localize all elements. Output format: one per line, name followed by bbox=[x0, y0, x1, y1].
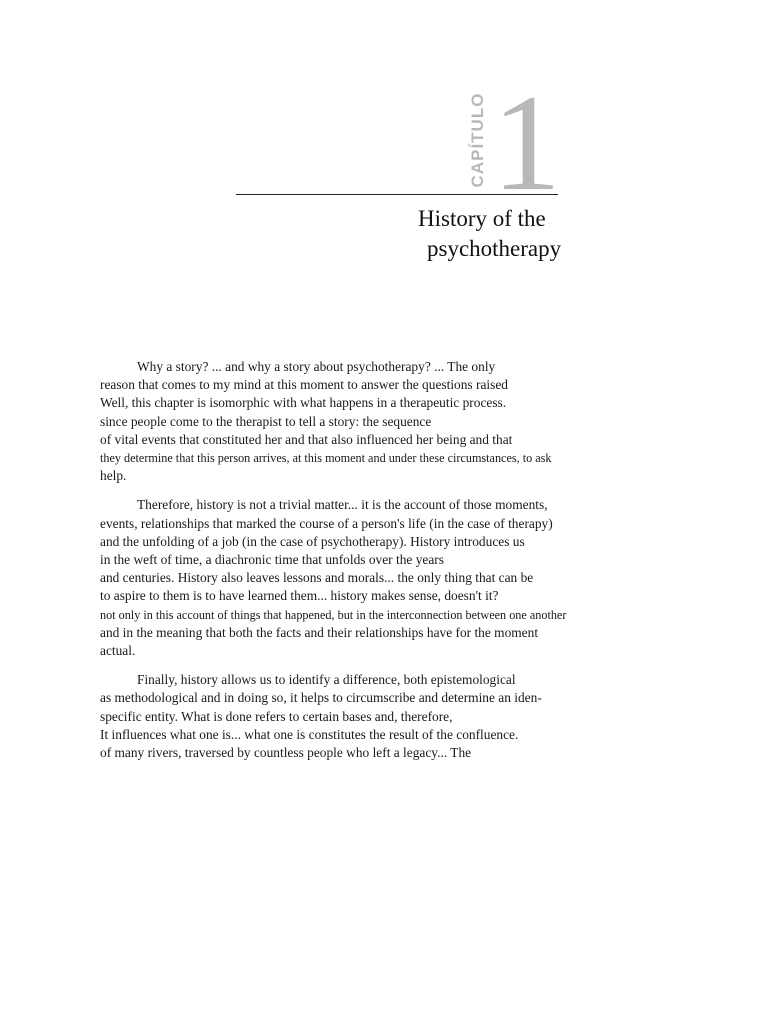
text-line: of many rivers, traversed by countless people who left a legacy... The bbox=[100, 745, 472, 761]
text-line: Finally, history allows us to identify a difference, both epistemological bbox=[137, 672, 516, 688]
chapter-number: 1 bbox=[492, 66, 561, 219]
chapter-label: CAPÍTULO bbox=[468, 92, 487, 188]
text-line: of vital events that constituted her and that also influenced her being and that bbox=[100, 431, 513, 447]
text-line: specific entity. What is done refers to certain bases and, therefore, bbox=[100, 708, 453, 724]
text-line: since people come to the therapist to tell a story: the sequence bbox=[100, 413, 432, 429]
text-line: help. bbox=[100, 468, 127, 484]
text-line: and centuries. History also leaves lessons and morals... the only thing that can be bbox=[100, 570, 534, 586]
paragraph-1 bbox=[100, 358, 660, 485]
paragraph-3 bbox=[100, 671, 660, 762]
text-line: and in the meaning that both the facts and their relationships have for the moment bbox=[100, 624, 539, 640]
title-rule bbox=[236, 194, 558, 195]
text-line: Therefore, history is not a trivial matter... it is the account of those moments, bbox=[137, 497, 548, 513]
text-line: to aspire to them is to have learned them... history makes sense, doesn't it? bbox=[100, 588, 499, 604]
paragraph-2 bbox=[100, 496, 660, 660]
chapter-title bbox=[418, 204, 561, 264]
text-line: actual. bbox=[100, 643, 136, 659]
text-line: and the unfolding of a job (in the case of psychotherapy). History introduces us bbox=[100, 533, 525, 549]
text-line: events, relationships that marked the course of a person's life (in the case of therapy) bbox=[100, 515, 553, 531]
text-line: as methodological and in doing so, it helps to circumscribe and determine an iden- bbox=[100, 690, 542, 706]
chapter-title-line-2: psychotherapy bbox=[427, 236, 562, 261]
text-line: they determine that this person arrives, at this moment and under these circumstances, to ask bbox=[100, 451, 552, 466]
text-line: Well, this chapter is isomorphic with what happens in a therapeutic process. bbox=[100, 395, 507, 411]
text-line: It influences what one is... what one is constitutes the result of the confluence. bbox=[100, 726, 519, 742]
text-line: Why a story? ... and why a story about psychotherapy? ... The only bbox=[137, 359, 496, 374]
chapter-title-line-1: History of the bbox=[418, 206, 546, 231]
text-line: not only in this account of things that happened, but in the interconnection between one another bbox=[100, 607, 567, 622]
body-text bbox=[100, 358, 660, 773]
text-line: in the weft of time, a diachronic time that unfolds over the years bbox=[100, 552, 444, 568]
text-line: reason that comes to my mind at this moment to answer the questions raised bbox=[100, 377, 508, 393]
